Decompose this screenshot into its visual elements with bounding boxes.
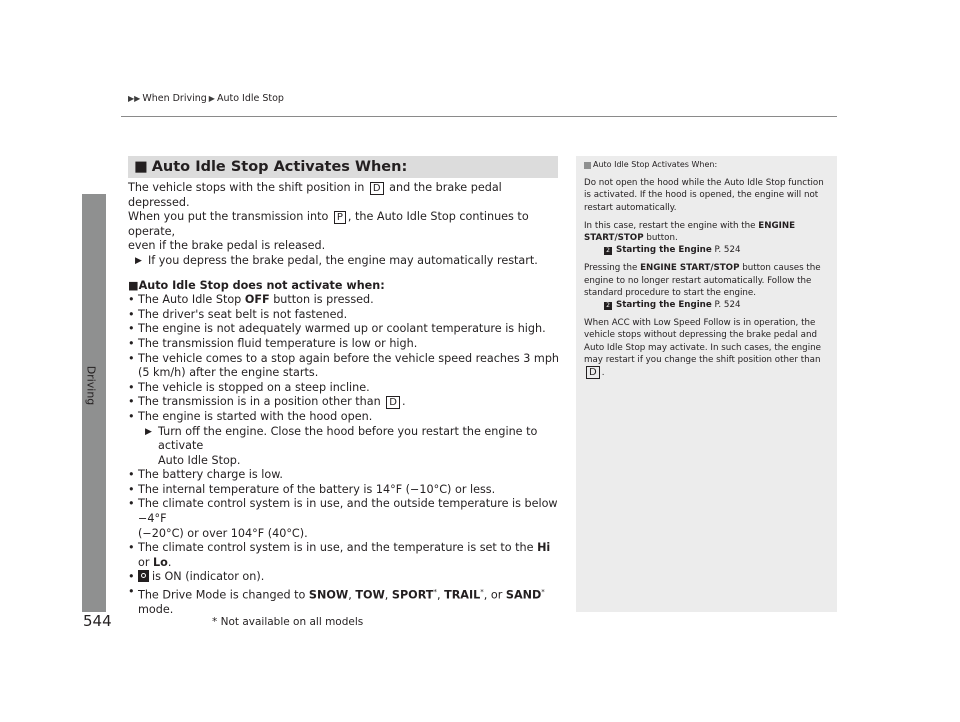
gear-d-icon: D <box>386 396 400 409</box>
list-item-note: ▶ Turn off the engine. Close the hood before you restart the engine to activate Auto Idle Stop. <box>145 424 538 467</box>
section-title: Auto Idle Stop Activates When: <box>151 159 408 175</box>
breadcrumb-item-when-driving[interactable]: When Driving <box>142 93 207 104</box>
list-item: • The vehicle is stopped on a steep incline. <box>128 380 370 394</box>
breadcrumb-arrow-icon: ▶ <box>208 94 215 103</box>
list-item: • The internal temperature of the battery is 14°F (−10°C) or less. <box>128 482 496 496</box>
list-item: • The climate control system is in use, and the temperature is set to the Hi or Lo. <box>128 541 551 569</box>
list-item: • is ON (indicator on). <box>128 570 265 584</box>
notes-content <box>584 159 829 379</box>
gear-d-icon: D <box>586 366 600 379</box>
list-item: • The driver's seat belt is not fastened. <box>128 307 348 321</box>
list-item: • The engine is not adequately warmed up or coolant temperature is high. <box>128 322 546 336</box>
list-item: • The vehicle comes to a stop again before the vehicle speed reaches 3 mph (5 km/h) after the engine starts. <box>128 351 560 380</box>
intro-note: ▶ If you depress the brake pedal, the engine may automatically restart. <box>135 253 538 267</box>
reference-arrow-icon: 2 <box>604 302 612 310</box>
reference-arrow-icon: 2 <box>604 247 612 255</box>
note-arrow-icon: ▶ <box>135 255 142 266</box>
reference-link-starting-engine[interactable]: 2 Starting the Engine P. 524 <box>584 299 829 311</box>
note-paragraph: Pressing the ENGINE START/STOP button causes the engine to no longer restart automatically. Follow the standard procedure to start the engine. <box>584 263 821 298</box>
note-paragraph: Do not open the hood while the Auto Idle Stop function is activated. If the hood is opened, the engine will not restart automatically. <box>584 178 824 213</box>
subheading: ■Auto Idle Stop does not activate when: <box>128 278 385 292</box>
note-paragraph: In this case, restart the engine with the ENGINE START/STOP button. <box>584 220 796 244</box>
intro-line-2: When you put the transmission into P , the Auto Idle Stop continues to operate, <box>128 210 529 238</box>
chapter-label-text: Driving <box>84 365 98 405</box>
intro-line-1: The vehicle stops with the shift position in D and the brake pedal depressed. <box>128 181 502 209</box>
section-square-icon: ■ <box>134 159 148 175</box>
notes-title: Auto Idle Stop Activates When: <box>584 159 829 171</box>
chapter-label <box>82 325 100 445</box>
page-number: 544 <box>83 612 112 630</box>
breadcrumb-item-auto-idle-stop[interactable]: Auto Idle Stop <box>216 93 284 104</box>
header-divider <box>121 116 837 117</box>
subheading-square-icon: ■ <box>128 278 139 292</box>
note-paragraph: When ACC with Low Speed Follow is in operation, the vehicle stops without depressing the brake pedal and Auto Idle Stop may activate. In such cases, the engine may restart if you change the shift position other than D . <box>584 318 821 379</box>
list-item: • The Drive Mode is changed to SNOW, TOW, SPORT*, TRAIL*, or SAND* mode. <box>128 585 545 617</box>
list-item: • The climate control system is in use, and the outside temperature is below −4°F (−20°C) or over 104°F (40°C). <box>128 497 558 540</box>
reference-link-starting-engine[interactable]: 2 Starting the Engine P. 524 <box>584 244 829 256</box>
main-content <box>128 181 564 618</box>
list-item: • The battery charge is low. <box>128 468 283 482</box>
note-arrow-icon: ▶ <box>145 426 152 437</box>
breadcrumb-arrow-icon: ▶▶ <box>128 94 141 103</box>
list-item: • The transmission fluid temperature is low or high. <box>128 336 418 350</box>
list-item: • The Auto Idle Stop OFF button is pressed. <box>128 293 374 307</box>
section-header <box>128 156 558 178</box>
gear-p-icon: P <box>334 211 346 224</box>
gear-d-icon: D <box>370 182 384 195</box>
breadcrumb <box>128 93 284 104</box>
list-item: • The engine is started with the hood open. <box>128 409 373 423</box>
list-item: • The transmission is in a position other than D . <box>128 395 406 409</box>
auto-idle-stop-indicator-icon <box>138 570 149 582</box>
footnote: * Not available on all models <box>212 616 364 628</box>
intro-line-3: even if the brake pedal is released. <box>128 239 326 253</box>
note-marker-icon <box>584 162 591 169</box>
